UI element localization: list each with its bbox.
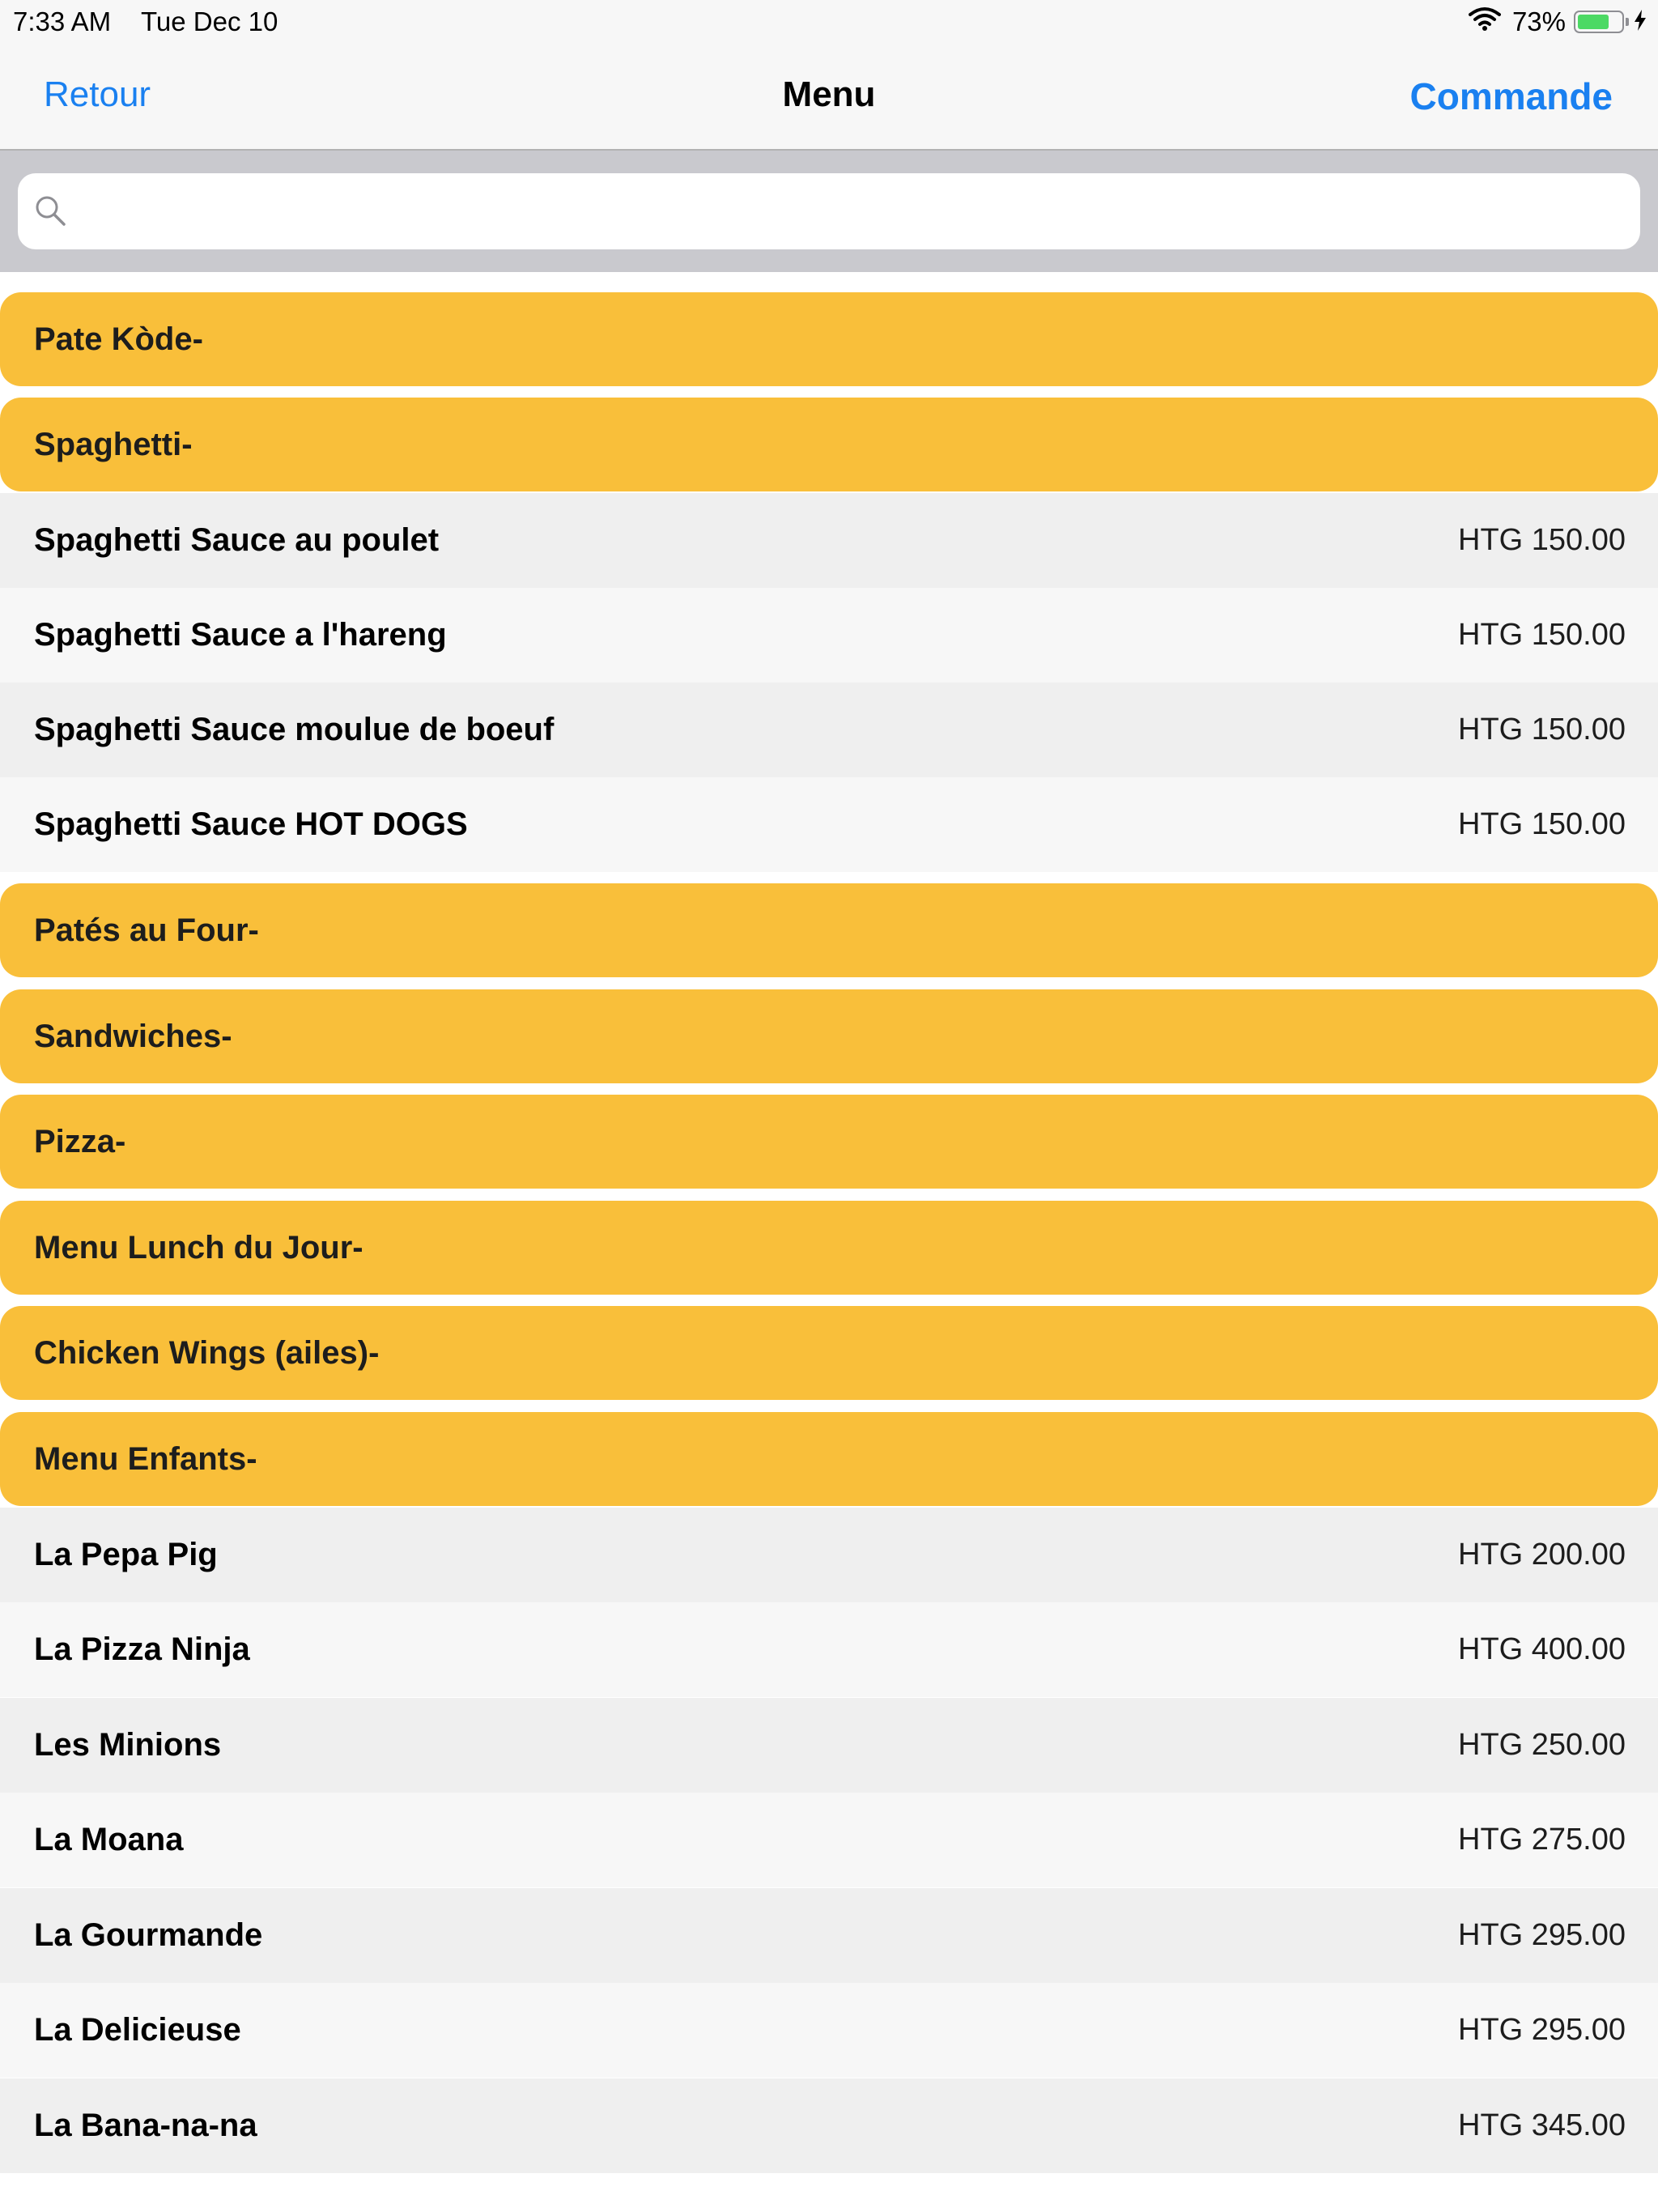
item-price: HTG 150.00: [1458, 713, 1626, 747]
menu-item[interactable]: [0, 588, 1658, 683]
item-price: HTG 295.00: [1458, 2013, 1626, 2047]
item-name: La Delicieuse: [34, 2012, 241, 2048]
category-menu-enfants[interactable]: Menu Enfants-: [0, 1412, 1658, 1506]
item-name: La Bana-na-na: [34, 2108, 257, 2143]
search-icon: [34, 194, 66, 227]
item-name: La Moana: [34, 1822, 184, 1857]
menu-item[interactable]: [0, 1888, 1658, 1983]
category-pizza[interactable]: Pizza-: [0, 1095, 1658, 1189]
item-name: Spaghetti Sauce au poulet: [34, 522, 440, 558]
menu-item[interactable]: [0, 493, 1658, 588]
item-price: HTG 275.00: [1458, 1823, 1626, 1857]
order-button[interactable]: Commande: [1409, 75, 1613, 117]
back-button[interactable]: Retour: [44, 74, 151, 114]
status-bar: [0, 0, 1658, 44]
category-chicken-wings[interactable]: Chicken Wings (ailes)-: [0, 1306, 1658, 1400]
category-sandwiches[interactable]: Sandwiches-: [0, 989, 1658, 1083]
item-price: HTG 345.00: [1458, 2108, 1626, 2142]
item-name: Spaghetti Sauce moulue de boeuf: [34, 712, 555, 747]
status-date: Tue Dec 10: [141, 6, 278, 36]
battery-icon: [1574, 11, 1624, 33]
item-price: HTG 400.00: [1458, 1632, 1626, 1666]
page-title: Menu: [782, 74, 876, 114]
wifi-icon: [1469, 6, 1501, 37]
item-name: La Gourmande: [34, 1917, 263, 1953]
item-price: HTG 150.00: [1458, 807, 1626, 841]
battery-level: [1578, 15, 1609, 29]
item-price: HTG 295.00: [1458, 1918, 1626, 1952]
item-name: Les Minions: [34, 1727, 222, 1763]
item-name: La Pepa Pig: [34, 1537, 218, 1572]
menu-item[interactable]: [0, 777, 1658, 872]
item-name: Spaghetti Sauce a l'hareng: [34, 617, 447, 653]
item-price: HTG 150.00: [1458, 618, 1626, 652]
menu-item[interactable]: [0, 1602, 1658, 1697]
item-price: HTG 250.00: [1458, 1728, 1626, 1762]
item-name: Spaghetti Sauce HOT DOGS: [34, 806, 468, 842]
menu-item[interactable]: [0, 1698, 1658, 1793]
status-time: 7:33 AM: [13, 6, 112, 36]
navigation-bar: [0, 44, 1658, 151]
battery-cap: [1626, 18, 1629, 26]
menu-item[interactable]: [0, 1793, 1658, 1887]
battery-percent: 73%: [1511, 6, 1566, 36]
charging-bolt-icon: [1634, 6, 1647, 37]
category-spaghetti[interactable]: Spaghetti-: [0, 398, 1658, 491]
menu-item[interactable]: [0, 1508, 1658, 1602]
search-input[interactable]: [18, 173, 1640, 249]
status-indicators: [1469, 6, 1647, 37]
category-menu-lunch[interactable]: Menu Lunch du Jour-: [0, 1201, 1658, 1295]
item-price: HTG 150.00: [1458, 523, 1626, 557]
item-price: HTG 200.00: [1458, 1538, 1626, 1572]
menu-item[interactable]: [0, 2078, 1658, 2173]
menu-item[interactable]: [0, 683, 1658, 777]
menu-item[interactable]: [0, 1983, 1658, 2078]
category-pate-kode[interactable]: Pate Kòde-: [0, 292, 1658, 386]
item-name: La Pizza Ninja: [34, 1631, 250, 1667]
category-pates-au-four[interactable]: Patés au Four-: [0, 883, 1658, 977]
search-bar: [0, 151, 1658, 272]
